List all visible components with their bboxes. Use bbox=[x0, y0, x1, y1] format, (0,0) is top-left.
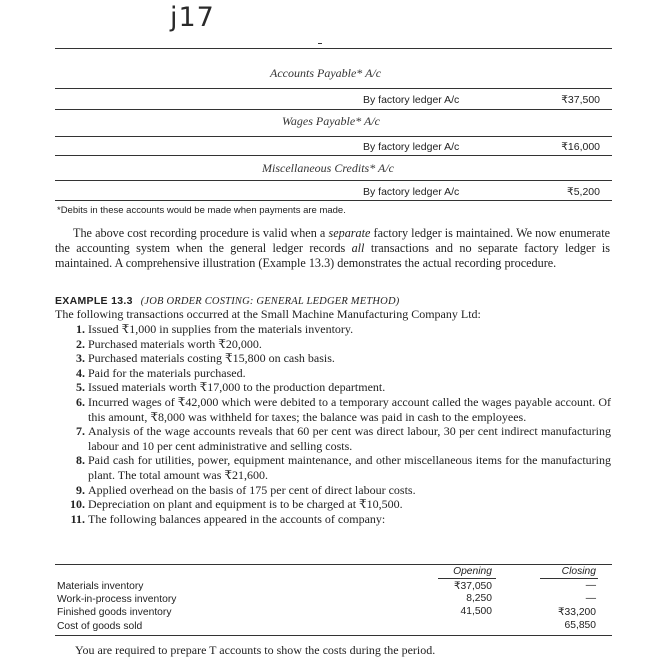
closing-header: Closing bbox=[561, 566, 596, 577]
balance-closing: — bbox=[585, 593, 596, 604]
list-item: 4. Paid for the materials purchased. bbox=[76, 365, 246, 380]
ledger-rule bbox=[55, 155, 612, 156]
list-item: 8. Paid cash for utilities, power, equipment maintenance, and other miscellaneous items for the manufacturing plant. The total amount was ₹21,600. bbox=[76, 453, 611, 482]
account-title-misc: Miscellaneous Credits* A/c bbox=[262, 161, 394, 175]
example-heading bbox=[55, 293, 399, 308]
account-rule bbox=[55, 136, 612, 137]
ledger-amount: ₹37,500 bbox=[561, 94, 600, 106]
list-item: 10. Depreciation on plant and equipment is to be charged at ₹10,500. bbox=[70, 497, 403, 512]
balances-top-rule bbox=[55, 564, 612, 565]
list-item: 5. Issued materials worth ₹17,000 to the production department. bbox=[76, 380, 386, 395]
balances-bottom-rule bbox=[55, 635, 612, 636]
body-paragraph: The above cost recording procedure is valid when a separate factory ledger is maintained. We now enumerate the accounting system when the general ledger records all transactions and no separate factory ledger is maintained. A comprehensive illustration (Example 13.3) demonstrates the actual recording procedure. bbox=[55, 226, 610, 270]
ledger-rule bbox=[55, 109, 612, 110]
balance-row-name: Finished goods inventory bbox=[57, 607, 172, 618]
example-intro: The following transactions occurred at the Small Machine Manufacturing Company Ltd: bbox=[55, 307, 481, 321]
ledger-rule bbox=[55, 200, 612, 201]
footnote: *Debits in these accounts would be made when payments are made. bbox=[57, 205, 346, 216]
balance-row-name: Work-in-process inventory bbox=[57, 594, 177, 605]
balance-row-name: Materials inventory bbox=[57, 581, 144, 592]
transaction-list bbox=[55, 322, 611, 526]
header-rule-opening bbox=[438, 578, 496, 579]
example-title: (JOB ORDER COSTING: GENERAL LEDGER METHOD) bbox=[140, 296, 400, 307]
ledger-entry: By factory ledger A/c bbox=[363, 186, 460, 198]
account-rule bbox=[55, 88, 612, 89]
top-rule bbox=[55, 48, 612, 49]
list-item: 1. Issued ₹1,000 in supplies from the materials inventory. bbox=[76, 322, 354, 336]
balance-opening: 41,500 bbox=[460, 606, 492, 617]
balance-row-name: Cost of goods sold bbox=[57, 621, 143, 632]
ledger-entry: By factory ledger A/c bbox=[363, 141, 460, 153]
balance-closing: 65,850 bbox=[564, 620, 596, 631]
balance-closing: — bbox=[585, 580, 596, 591]
list-item: 6. Incurred wages of ₹42,000 which were debited to a temporary account called the wages payable account. Of this amount, ₹8,000 was withheld for taxes; the balance was paid in cash to the employees. bbox=[76, 394, 611, 424]
list-item: 3. Purchased materials costing ₹15,800 on cash basis. bbox=[76, 351, 335, 366]
ledger-entry: By factory ledger A/c bbox=[363, 94, 460, 106]
list-item: 9. Applied overhead on the basis of 175 per cent of direct labour costs. bbox=[76, 482, 416, 497]
tick-mark bbox=[318, 43, 322, 44]
account-rule bbox=[55, 180, 612, 181]
instruction-line: You are required to prepare T accounts to show the costs during the period. bbox=[75, 643, 436, 657]
list-item: 7. Analysis of the wage accounts reveals that 60 per cent was direct labour, 30 per cent indirect manufacturing labour and 10 per cent administrative and selling costs. bbox=[76, 424, 611, 453]
account-title-payable: Accounts Payable* A/c bbox=[270, 66, 382, 80]
list-item: 2. Purchased materials worth ₹20,000. bbox=[76, 336, 262, 351]
header-rule-closing bbox=[540, 578, 598, 579]
account-title-wages: Wages Payable* A/c bbox=[282, 114, 380, 128]
list-item: 11. The following balances appeared in the accounts of company: bbox=[70, 511, 386, 526]
example-label: EXAMPLE 13.3 bbox=[55, 295, 133, 307]
opening-header: Opening bbox=[453, 566, 492, 577]
balance-opening: 8,250 bbox=[466, 593, 492, 604]
ledger-amount: ₹5,200 bbox=[567, 186, 600, 198]
balance-opening: ₹37,050 bbox=[453, 581, 492, 592]
handwritten-annotation: j17 bbox=[170, 2, 215, 33]
ledger-amount: ₹16,000 bbox=[561, 141, 600, 153]
balance-closing: ₹33,200 bbox=[557, 607, 596, 618]
